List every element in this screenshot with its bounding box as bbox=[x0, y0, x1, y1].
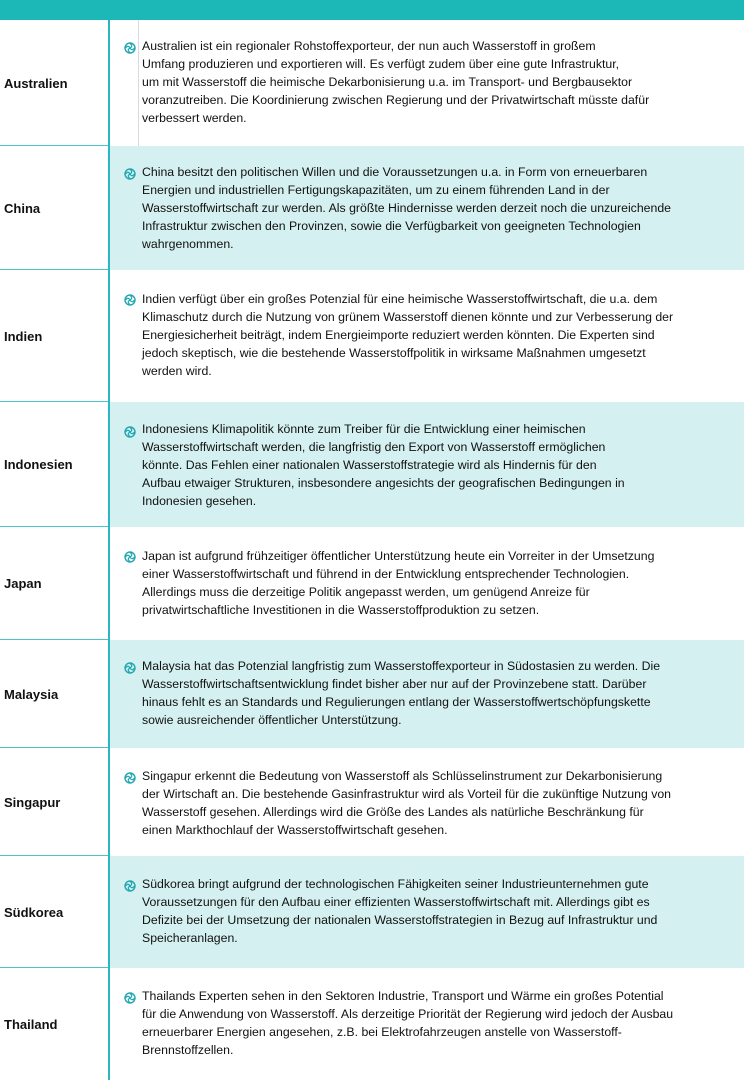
country-label: Malaysia bbox=[4, 686, 59, 702]
table-row bbox=[0, 270, 744, 402]
table-row bbox=[0, 402, 744, 527]
row-text: Indonesiens Klimapolitik könnte zum Treiber für die Entwicklung einer heimischen Wasserstoffwirtschaft werden, die langfristig den Export von Wasserstoff ermöglichen könnte. Das Fehlen einer nationalen Wasserstoffstrategie wird als Hindernis für den Aufbau etwaiger Strukturen, insbesondere angesichts der geografischen Bedingungen in Indonesien gesehen. bbox=[142, 422, 625, 508]
bullet-icon bbox=[124, 426, 136, 438]
row-text: Australien ist ein regionaler Rohstoffexporteur, der nun auch Wasserstoff in großem Umfang produzieren und exportieren will. Es verfügt zudem über eine gute Infrastruktur, um mit Wasserstoff die heimische Dekarbonisierung u.a. im Transport- und Bergbausektor voranzutreiben. Die Koordinierung zwischen Regierung und der Privatwirtschaft müsste dafür verbessert werden. bbox=[142, 39, 650, 125]
row-background bbox=[110, 20, 139, 146]
bullet-icon bbox=[124, 772, 136, 784]
row-text: Südkorea bringt aufgrund der technologischen Fähigkeiten seiner Industrieunternehmen gute Voraussetzungen für den Aufbau einer effizienten Wasserstoffwirtschaft mit. Allerdings gibt es Defizite bei der Umsetzung der nationalen Wasserstoffstrategien in Bezug auf Infrastruktur und Speicheranlagen. bbox=[142, 877, 658, 945]
table-row bbox=[0, 856, 744, 968]
country-label: Südkorea bbox=[4, 904, 64, 920]
country-label: Indien bbox=[4, 328, 43, 344]
bullet-icon bbox=[124, 551, 136, 563]
row-text: Singapur erkennt die Bedeutung von Wasserstoff als Schlüsselinstrument zur Dekarbonisierung der Wirtschaft an. Die bestehende Gasinfrastruktur wird als Vorteil für die zukünftige Nutzung von Wasserstoff gesehen. Allerdings wird die Größe des Landes als natürliche Beschränkung für einen Markthochlauf der Wasserstoffwirtschaft gesehen. bbox=[142, 769, 672, 837]
table-row bbox=[0, 20, 744, 146]
table-row bbox=[0, 640, 744, 748]
bullet-icon bbox=[124, 662, 136, 674]
table-row bbox=[0, 527, 744, 640]
country-label: Australien bbox=[4, 75, 68, 91]
row-text: Malaysia hat das Potenzial langfristig zum Wasserstoffexporteur in Südostasien zu werden. Die Wasserstoffwirtschaftsentwicklung findet bisher aber nur auf der Provinzebene statt. Darüber hinaus fehlt es an Standards und Regulierungen entlang der Wasserstoffwertschöpfungskette sowie ausreichender öffentlicher Unterstützung. bbox=[142, 659, 661, 727]
country-label: Singapur bbox=[4, 794, 61, 810]
column-separator bbox=[108, 20, 110, 1080]
country-label: China bbox=[4, 200, 41, 216]
row-text: Thailands Experten sehen in den Sektoren Industrie, Transport und Wärme ein großes Potential für die Anwendung von Wasserstoff. Als derzeitige Priorität der Regierung wird jedoch der Ausbau erneuerbarer Energien angesehen, z.B. bei Elektrofahrzeugen anstelle von Wasserstoff- Brennstoffzellen. bbox=[142, 989, 674, 1057]
row-text: Japan ist aufgrund frühzeitiger öffentlicher Unterstützung heute ein Vorreiter in der Umsetzung einer Wasserstoffwirtschaft und führend in der Entwicklung entsprechender Technologien. Allerdings muss die derzeitige Politik angepasst werden, um genügend Anreize für privatwirtschaftliche Investitionen in die Wasserstoffproduktion zu setzen. bbox=[142, 549, 655, 617]
table-row bbox=[0, 146, 744, 270]
bullet-icon bbox=[124, 294, 136, 306]
country-label: Indonesien bbox=[4, 457, 73, 472]
table-header-bar bbox=[0, 0, 744, 20]
row-text: Indien verfügt über ein großes Potenzial für eine heimische Wasserstoffwirtschaft, die u.a. dem Klimaschutz durch die Nutzung von grünem Wasserstoff dienen könnte und zur Verbesserung der Energiesicherheit beiträgt, indem Energieimporte reduziert werden könnten. Die Experten sind jedoch skeptisch, wie die bestehende Wasserstoffpolitik in wirksame Maßnahmen umgesetzt werden wird. bbox=[142, 292, 674, 378]
bullet-icon bbox=[124, 880, 136, 892]
bullet-icon bbox=[124, 992, 136, 1004]
bullet-icon bbox=[124, 42, 136, 54]
bullet-icon bbox=[124, 168, 136, 180]
table-row bbox=[0, 748, 744, 856]
country-label: Thailand bbox=[4, 1016, 58, 1032]
table-row bbox=[0, 968, 744, 1080]
row-text: China besitzt den politischen Willen und die Voraussetzungen u.a. in Form von erneuerbaren Energien und industriellen Fertigungskapazitäten, um zu einem führenden Land in der Wasserstoffwirtschaft zur werden. Als größte Hindernisse werden derzeit noch die unzureichende Infrastruktur zwischen den Provinzen, sowie die Verfügbarkeit von geeigneten Technologien wahrgenommen. bbox=[142, 165, 672, 251]
country-label: Japan bbox=[4, 576, 42, 591]
